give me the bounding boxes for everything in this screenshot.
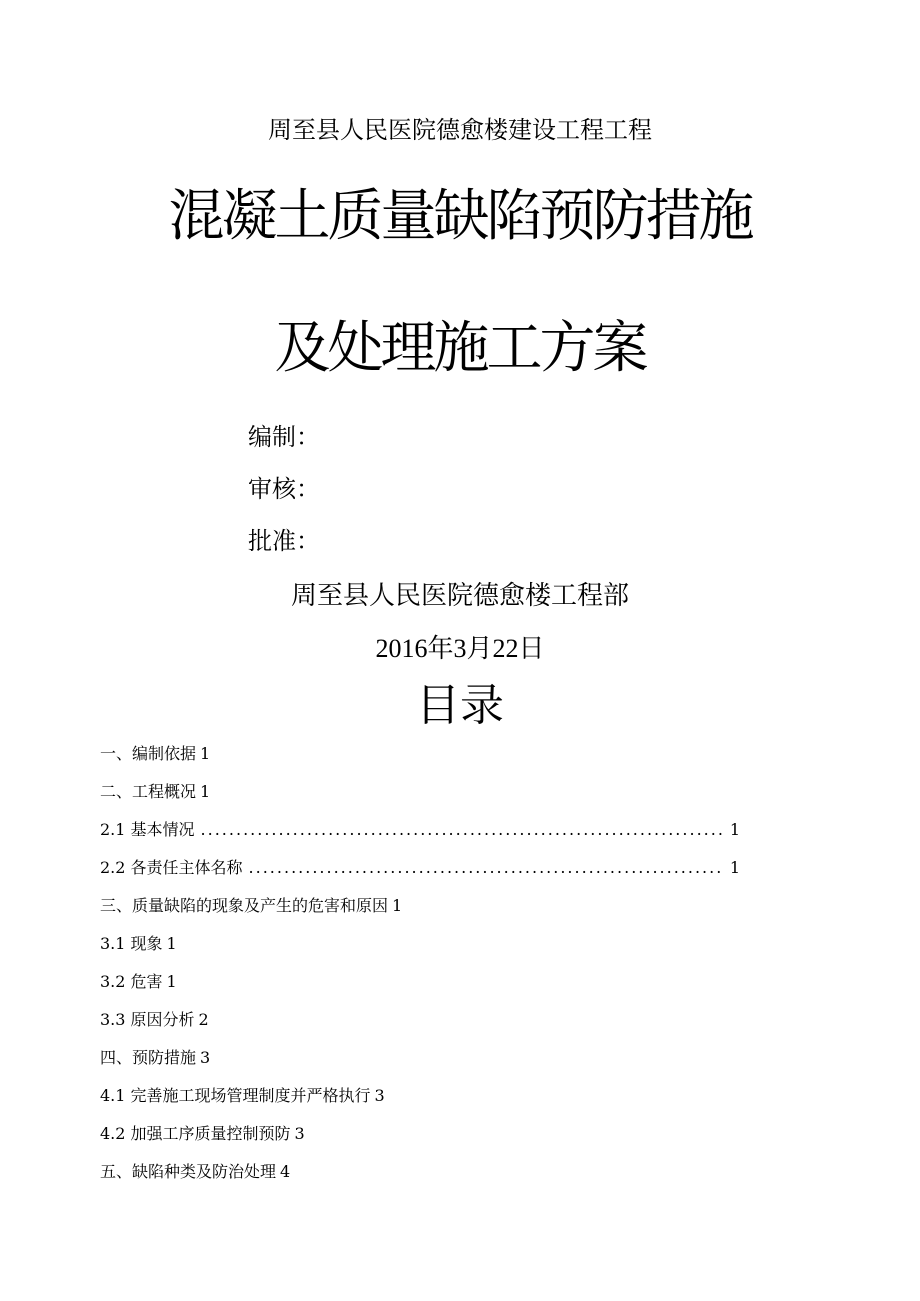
toc-item-text: 四、预防措施: [100, 1048, 197, 1067]
toc-item-text: 三、质量缺陷的现象及产生的危害和原因: [100, 896, 389, 915]
toc-item-page: 3: [294, 1124, 305, 1143]
toc-item[interactable]: [100, 742, 740, 766]
toc-leader-dots: [249, 856, 724, 880]
organization-name: 周至县人民医院德愈楼工程部: [290, 581, 629, 611]
toc-item[interactable]: [100, 1008, 740, 1032]
toc-item[interactable]: [100, 932, 740, 956]
toc-item[interactable]: [100, 894, 740, 918]
toc-item-text: 4.2 加强工序质量控制预防: [100, 1124, 291, 1143]
project-name: 周至县人民医院德愈楼建设工程工程: [268, 116, 652, 144]
toc-item-text: 一、编制依据: [100, 744, 197, 763]
toc-item-page: 1: [729, 820, 740, 839]
toc-item[interactable]: [100, 1122, 740, 1146]
toc-item-text: 2.1 基本情况: [100, 820, 195, 839]
toc-item[interactable]: [100, 856, 740, 880]
toc-item-text: 五、缺陷种类及防治处理: [100, 1162, 277, 1181]
toc-item[interactable]: [100, 780, 740, 804]
toc-item[interactable]: [100, 1084, 740, 1108]
toc-item-text: 4.1 完善施工现场管理制度并严格执行: [100, 1086, 371, 1105]
toc-item[interactable]: [100, 1046, 740, 1070]
toc-item-page: 1: [729, 858, 740, 877]
sign-compile-label: 编制：: [248, 423, 320, 451]
sign-review-label: 审核：: [248, 475, 320, 503]
toc-item-page: 3: [200, 1048, 211, 1067]
toc-item-page: 1: [166, 972, 177, 991]
document-date: 2016年3月22日: [375, 634, 545, 663]
toc-item-page: 1: [200, 782, 211, 801]
toc-item-page: 1: [166, 934, 177, 953]
toc-item-page: 4: [280, 1162, 291, 1181]
toc-item-text: 3.3 原因分析: [100, 1010, 195, 1029]
toc-item-page: 1: [200, 744, 211, 763]
toc-title: 目录: [416, 680, 504, 731]
toc-item-text: 3.1 现象: [100, 934, 163, 953]
toc-item[interactable]: [100, 970, 740, 994]
document-title-line-2: 及处理施工方案: [274, 316, 646, 381]
toc-item[interactable]: [100, 1160, 740, 1184]
sign-approve-label: 批准：: [248, 527, 320, 555]
toc-item-text: 3.2 危害: [100, 972, 163, 991]
toc-item-page: 2: [198, 1010, 209, 1029]
toc-leader-dots: [201, 818, 724, 842]
toc-item-text: 2.2 各责任主体名称: [100, 858, 243, 877]
toc-item[interactable]: [100, 818, 740, 842]
toc-item-text: 二、工程概况: [100, 782, 197, 801]
toc-item-page: 3: [374, 1086, 385, 1105]
document-title-line-1: 混凝土质量缺陷预防措施: [168, 184, 752, 249]
toc-item-page: 1: [392, 896, 403, 915]
